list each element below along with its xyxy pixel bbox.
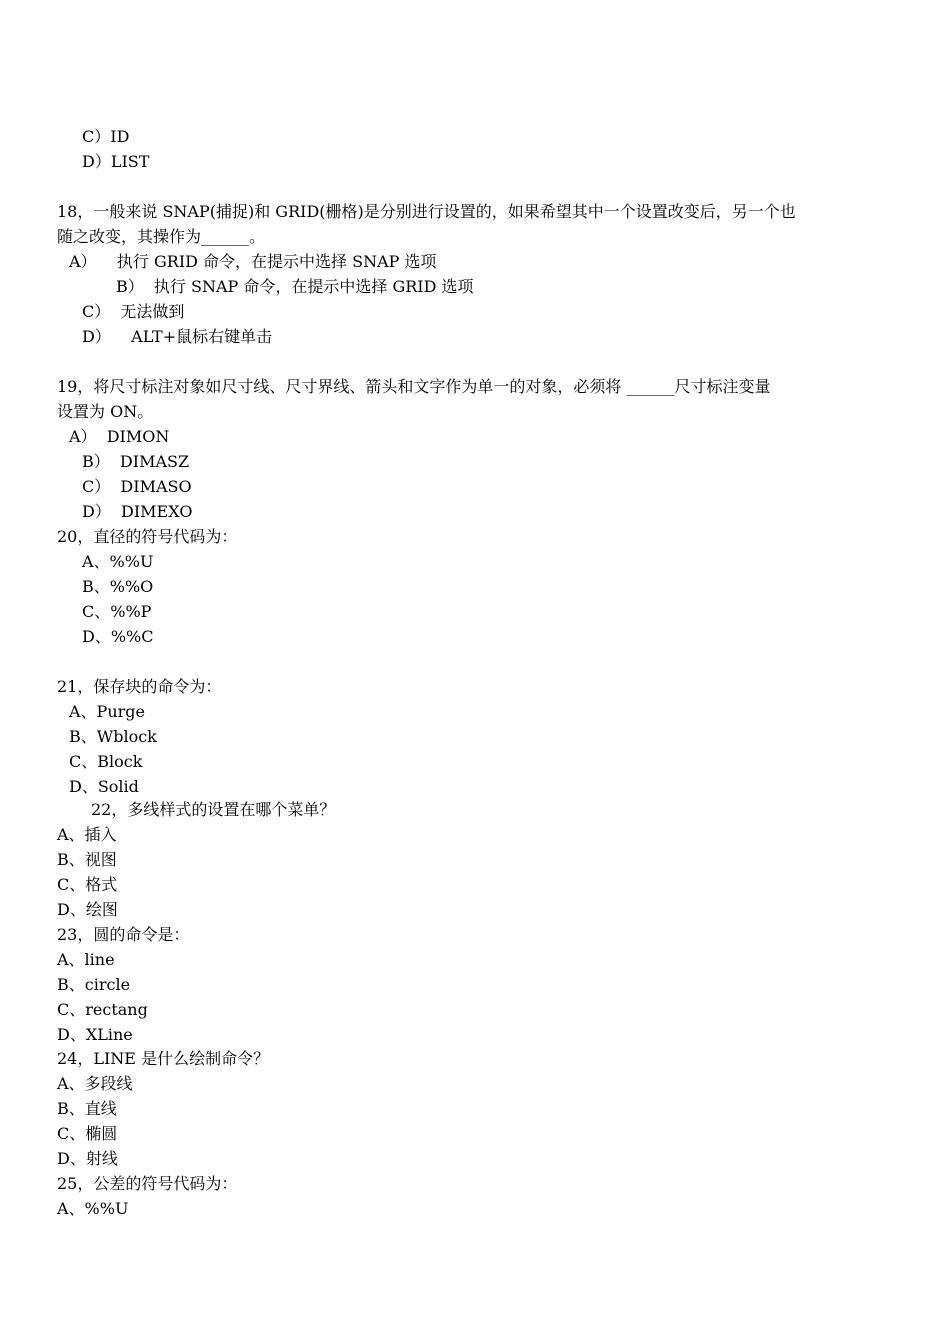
q19-option-a: A） DIMON bbox=[69, 427, 170, 446]
q19-option-d: D） DIMEXO bbox=[82, 502, 193, 521]
q20-option-b: B、%%O bbox=[82, 577, 154, 596]
option-d-list: D）LIST bbox=[82, 152, 150, 171]
q21-option-b: B、Wblock bbox=[69, 727, 157, 746]
question-21-text: 21，保存块的命令为： bbox=[57, 677, 222, 696]
q22-option-a: A、插入 bbox=[57, 825, 117, 844]
q20-option-a: A、%%U bbox=[82, 552, 154, 571]
q21-option-a: A、Purge bbox=[69, 702, 145, 721]
q20-option-d: D、%%C bbox=[82, 627, 154, 646]
q24-option-b: B、直线 bbox=[57, 1099, 117, 1118]
q18-option-b: B） 执行 SNAP 命令，在提示中选择 GRID 选项 bbox=[116, 277, 474, 296]
q23-option-b: B、circle bbox=[57, 975, 131, 994]
q18-option-d: D） ALT+鼠标右键单击 bbox=[82, 327, 273, 346]
question-19-text-cont: 设置为 ON。 bbox=[57, 402, 154, 421]
question-23-text: 23，圆的命令是： bbox=[57, 925, 190, 944]
q23-option-c: C、rectang bbox=[57, 1000, 148, 1019]
q22-option-b: B、视图 bbox=[57, 850, 117, 869]
q19-option-c: C） DIMASO bbox=[82, 477, 192, 496]
q22-option-d: D、绘图 bbox=[57, 900, 118, 919]
question-22-text: 22，多线样式的设置在哪个菜单？ bbox=[91, 800, 336, 819]
q24-option-a: A、多段线 bbox=[57, 1074, 133, 1093]
question-18-text-cont: 随之改变，其操作为______。 bbox=[57, 227, 266, 246]
question-24-text: 24，LINE 是什么绘制命令？ bbox=[57, 1049, 270, 1068]
q19-option-b: B） DIMASZ bbox=[82, 452, 190, 471]
q25-option-a: A、%%U bbox=[57, 1199, 129, 1218]
q18-option-c: C） 无法做到 bbox=[82, 302, 185, 321]
q21-option-c: C、Block bbox=[69, 752, 143, 771]
question-19-text: 19，将尺寸标注对象如尺寸线、尺寸界线、箭头和文字作为单一的对象，必须将 ______尺寸标注变量 bbox=[57, 377, 771, 396]
q24-option-d: D、射线 bbox=[57, 1149, 118, 1168]
q23-option-a: A、line bbox=[57, 950, 115, 969]
question-25-text: 25，公差的符号代码为： bbox=[57, 1174, 238, 1193]
q22-option-c: C、格式 bbox=[57, 875, 118, 894]
option-c-id: C）ID bbox=[82, 127, 130, 146]
q18-option-a: A） 执行 GRID 命令，在提示中选择 SNAP 选项 bbox=[69, 252, 437, 271]
q23-option-d: D、XLine bbox=[57, 1025, 133, 1044]
q24-option-c: C、椭圆 bbox=[57, 1124, 118, 1143]
q20-option-c: C、%%P bbox=[82, 602, 152, 621]
question-20-text: 20，直径的符号代码为： bbox=[57, 527, 238, 546]
q21-option-d: D、Solid bbox=[69, 777, 139, 796]
question-18-text: 18，一般来说 SNAP(捕捉)和 GRID(栅格)是分别进行设置的，如果希望其中一个设置改变后，另一个也 bbox=[57, 202, 796, 221]
